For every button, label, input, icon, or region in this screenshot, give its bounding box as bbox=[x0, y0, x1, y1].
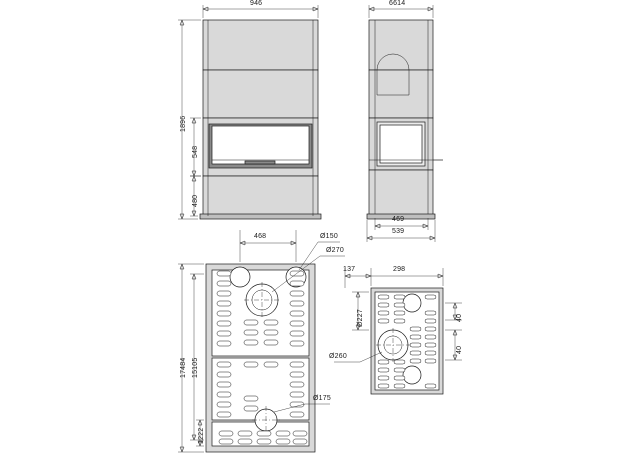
dim-plan-mid-length: 15105 bbox=[192, 357, 199, 378]
front-elevation-view bbox=[178, 5, 321, 219]
dim-front-width: 946 bbox=[250, 0, 263, 7]
dim-plan-bottom-length: 1222 bbox=[198, 427, 205, 444]
detail-plan-view bbox=[334, 268, 462, 394]
diameter-flue-175: Ø175 bbox=[313, 395, 331, 402]
dim-detail-width: 298 bbox=[393, 266, 406, 273]
dim-front-total-height: 1896 bbox=[180, 115, 187, 132]
top-plan-view bbox=[178, 230, 345, 452]
side-elevation-view bbox=[367, 5, 443, 242]
dim-side-outer-width: 539 bbox=[392, 228, 405, 235]
diameter-flue-150: Ø150 bbox=[320, 233, 338, 240]
dim-side-lower-width: 469 bbox=[392, 216, 405, 223]
dim-plan-inner-width: 468 bbox=[254, 233, 267, 240]
dim-plan-total-length: 17484 bbox=[180, 357, 187, 378]
diameter-flue-270: Ø270 bbox=[326, 247, 344, 254]
dim-detail-side: 40 bbox=[456, 345, 463, 354]
dim-side-width: 6614 bbox=[389, 0, 406, 7]
dim-front-glass-height: 548 bbox=[192, 145, 199, 158]
diameter-flue-260: Ø260 bbox=[329, 353, 347, 360]
dim-detail-227: Ø227 bbox=[357, 309, 364, 327]
dim-front-base-height: 480 bbox=[192, 194, 199, 207]
dim-detail-offset: 137 bbox=[343, 266, 356, 273]
dim-detail-height: 40 bbox=[456, 313, 463, 322]
